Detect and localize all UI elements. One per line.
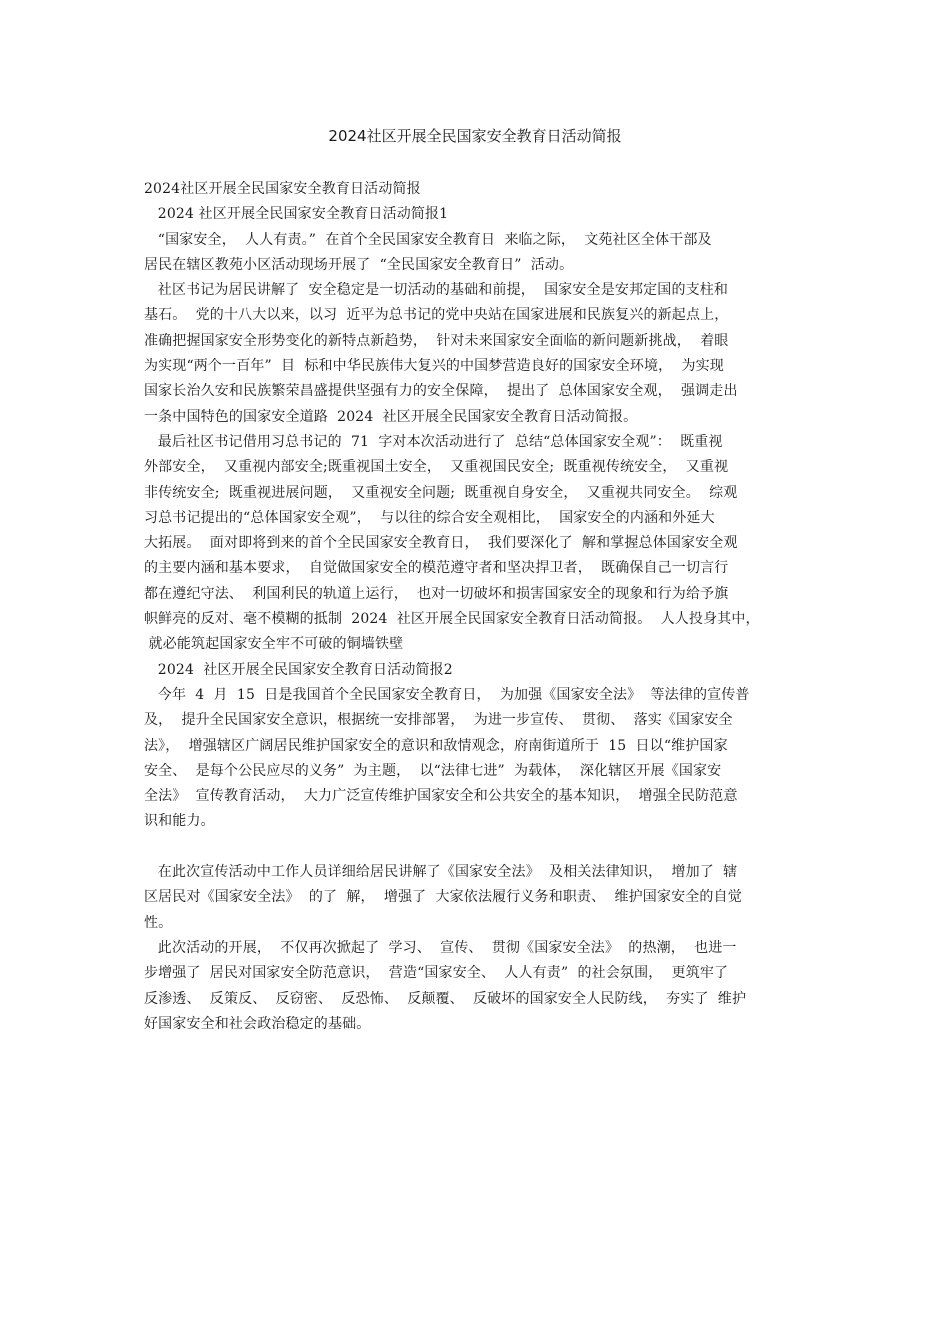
text-line: 识和能力。 — [144, 813, 215, 830]
text-line: 一条中国特色的国家安全道路 2024 社区开展全民国家安全教育日活动简报。 — [144, 408, 638, 425]
text-line: 国家长治久安和民族繁荣昌盛提供坚强有力的安全保障， 提出了 总体国家安全观， 强调走出 — [144, 383, 738, 400]
text-line: 今年 4 月 15 日是我国首个全民国家安全教育日， 为加强《国家安全法》 等法律的宣传普 — [144, 686, 750, 703]
page-title: 2024社区开展全民国家安全教育日活动简报 — [328, 127, 622, 145]
text-line: 基石。 党的十八大以来，以习 近平为总书记的党中央站在国家进展和民族复兴的新起点上， — [144, 307, 729, 324]
text-line: 2024 社区开展全民国家安全教育日活动简报1 — [144, 206, 449, 223]
text-line: 习总书记提出的“总体国家安全观”， 与以往的综合安全观相比， 国家安全的内涵和外延大 — [144, 509, 715, 526]
text-line: 安全、 是每个公民应尽的义务” 为主题， 以“法律七进” 为载体， 深化辖区开展《国家安 — [144, 762, 722, 779]
text-line: 的主要内涵和基本要求， 自觉做国家安全的模范遵守者和坚决捍卫者， 既确保自己一切言行 — [144, 560, 729, 577]
text-line: 外部安全， 又重视内部安全;既重视国土安全， 又重视国民安全; 既重视传统安全， 又重视 — [144, 459, 729, 476]
text-line: 法》， 增强辖区广阔居民维护国家安全的意识和敌情观念，府南街道所于 15 日以“维护国家 — [144, 737, 728, 754]
text-line: 帜鲜亮的反对、毫不模糊的抵制 2024 社区开展全民国家安全教育日活动简报。 人人投身其中， — [144, 611, 760, 628]
document-body — [144, 177, 804, 1037]
text-line: 社区书记为居民讲解了 安全稳定是一切活动的基础和前提， 国家安全是安邦定国的支柱和 — [144, 282, 729, 299]
text-line: 反渗透、 反策反、 反窃密、 反恐怖、 反颠覆、 反破坏的国家安全人民防线， 夯实了 维护 — [144, 990, 747, 1007]
blank-line — [144, 835, 804, 860]
text-line: “国家安全， 人人有责。” 在首个全民国家安全教育日 来临之际， 文苑社区全体干部及 — [144, 231, 712, 248]
text-line: 2024社区开展全民国家安全教育日活动简报 — [144, 181, 421, 197]
text-line: 为实现“两个一百年” 目 标和中华民族伟大复兴的中国梦营造良好的国家安全环境， 为实现 — [144, 358, 724, 375]
text-line: 性。 — [144, 914, 173, 931]
text-line: 此次活动的开展， 不仅再次掀起了 学习、 宣传、 贯彻《国家安全法》 的热潮， 也进一 — [144, 939, 737, 956]
text-line: 全法》 宣传教育活动， 大力广泛宣传维护国家安全和公共安全的基本知识， 增强全民防范意 — [144, 788, 738, 805]
text-line: 非传统安全; 既重视进展问题， 又重视安全问题; 既重视自身安全， 又重视共同安全。 综观 — [144, 484, 738, 501]
text-line: 步增强了 居民对国家安全防范意识， 营造“国家安全、 人人有责” 的社会氛围， 更筑牢了 — [144, 965, 729, 982]
text-line: 都在遵纪守法、 利国利民的轨道上运行， 也对一切破坏和损害国家安全的现象和行为给予旗 — [144, 585, 729, 602]
text-line: 2024 社区开展全民国家安全教育日活动简报2 — [144, 661, 453, 678]
text-line: 大拓展。 面对即将到来的首个全民国家安全教育日， 我们要深化了 解和掌握总体国家安全观 — [144, 535, 738, 552]
text-line: 在此次宣传活动中工作人员详细给居民讲解了《国家安全法》 及相关法律知识， 增加了 辖 — [144, 864, 738, 881]
text-line: 区居民对《国家安全法》 的了 解， 增强了 大家依法履行义务和职责、 维护国家安全的自觉 — [144, 889, 742, 906]
text-line: 准确把握国家安全形势变化的新特点新趋势， 针对未来国家安全面临的新问题新挑战， 着眼 — [144, 332, 729, 349]
text-line: 居民在辖区教苑小区活动现场开展了 “全民国家安全教育日” 活动。 — [144, 256, 574, 273]
text-line: 及， 提升全民国家安全意识，根据统一安排部署， 为进一步宣传、 贯彻、 落实《国家安全 — [144, 712, 733, 729]
text-line: 好国家安全和社会政治稳定的基础。 — [144, 1015, 371, 1032]
text-line: 最后社区书记借用习总书记的 71 字对本次活动进行了 总结“总体国家安全观”： 既重视 — [144, 433, 723, 450]
text-line: 就必能筑起国家安全牢不可破的铜墙铁壁 — [144, 636, 404, 653]
